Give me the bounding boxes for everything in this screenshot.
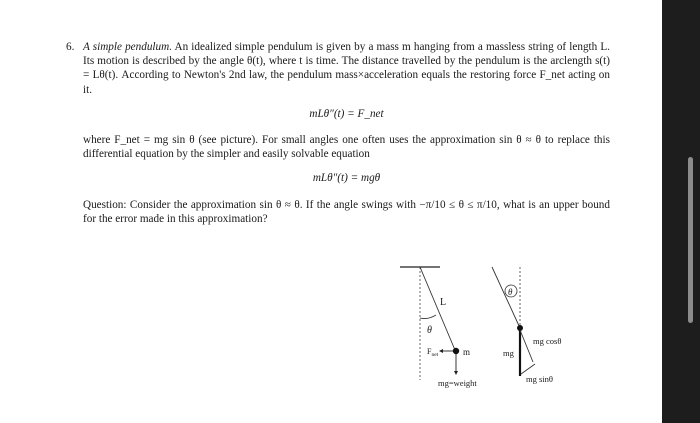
force-label: $F_{net}$ (427, 347, 439, 358)
angle-label: θ (427, 325, 432, 336)
cos-component-label: mg cosθ (533, 336, 562, 346)
pendulum-figure (392, 258, 562, 398)
angle-arc (420, 315, 436, 319)
right-pendulum-string (492, 267, 520, 328)
gravity-label: mg (503, 348, 514, 358)
net-force-arrowhead (439, 349, 443, 353)
viewer-background (662, 0, 700, 423)
pendulum-mass (453, 348, 459, 354)
weight-label: mg=weight (438, 378, 477, 388)
mass-label: m (463, 347, 471, 357)
cos-component-line (520, 330, 533, 362)
problem-intro (83, 40, 610, 97)
right-angle-label: θ (508, 287, 513, 297)
equation-1: mLθ″(t) = F_net (309, 107, 384, 120)
problem-number: 6. (66, 41, 75, 53)
length-label: L (440, 297, 447, 308)
vertical-scrollbar[interactable] (688, 157, 693, 323)
weight-arrowhead (454, 371, 458, 375)
problem-intro-text: An idealized simple pendulum is given by a mass m hanging from a massless string of length L. Its motion is described by the angle θ(t), where t is time. The distance travelled by the pendulum is the arclength s(t) = Lθ(t). According to Newton's 2nd law, the pendulum mass×acceleration equals the restoring force F_net acting on it. (83, 41, 610, 96)
problem-6 (66, 40, 610, 226)
problem-title: A simple pendulum. (83, 41, 172, 53)
pendulum-string (420, 267, 455, 350)
equation-2: mLθ″(t) = mgθ (312, 172, 381, 185)
problem-question: Question: Consider the approximation sin θ ≈ θ. If the angle swings with −π/10 ≤ θ ≤ π/10, what is an upper bound for the error made in this approximation? (83, 198, 610, 225)
sin-component-line (521, 364, 535, 374)
problem-middle-text: where F_net = mg sin θ (see picture). For small angles one often uses the approximation sin θ ≈ θ to replace this differential equation by the simpler and easily solvable equation (83, 134, 610, 161)
sin-component-label: mg sinθ (526, 374, 553, 384)
